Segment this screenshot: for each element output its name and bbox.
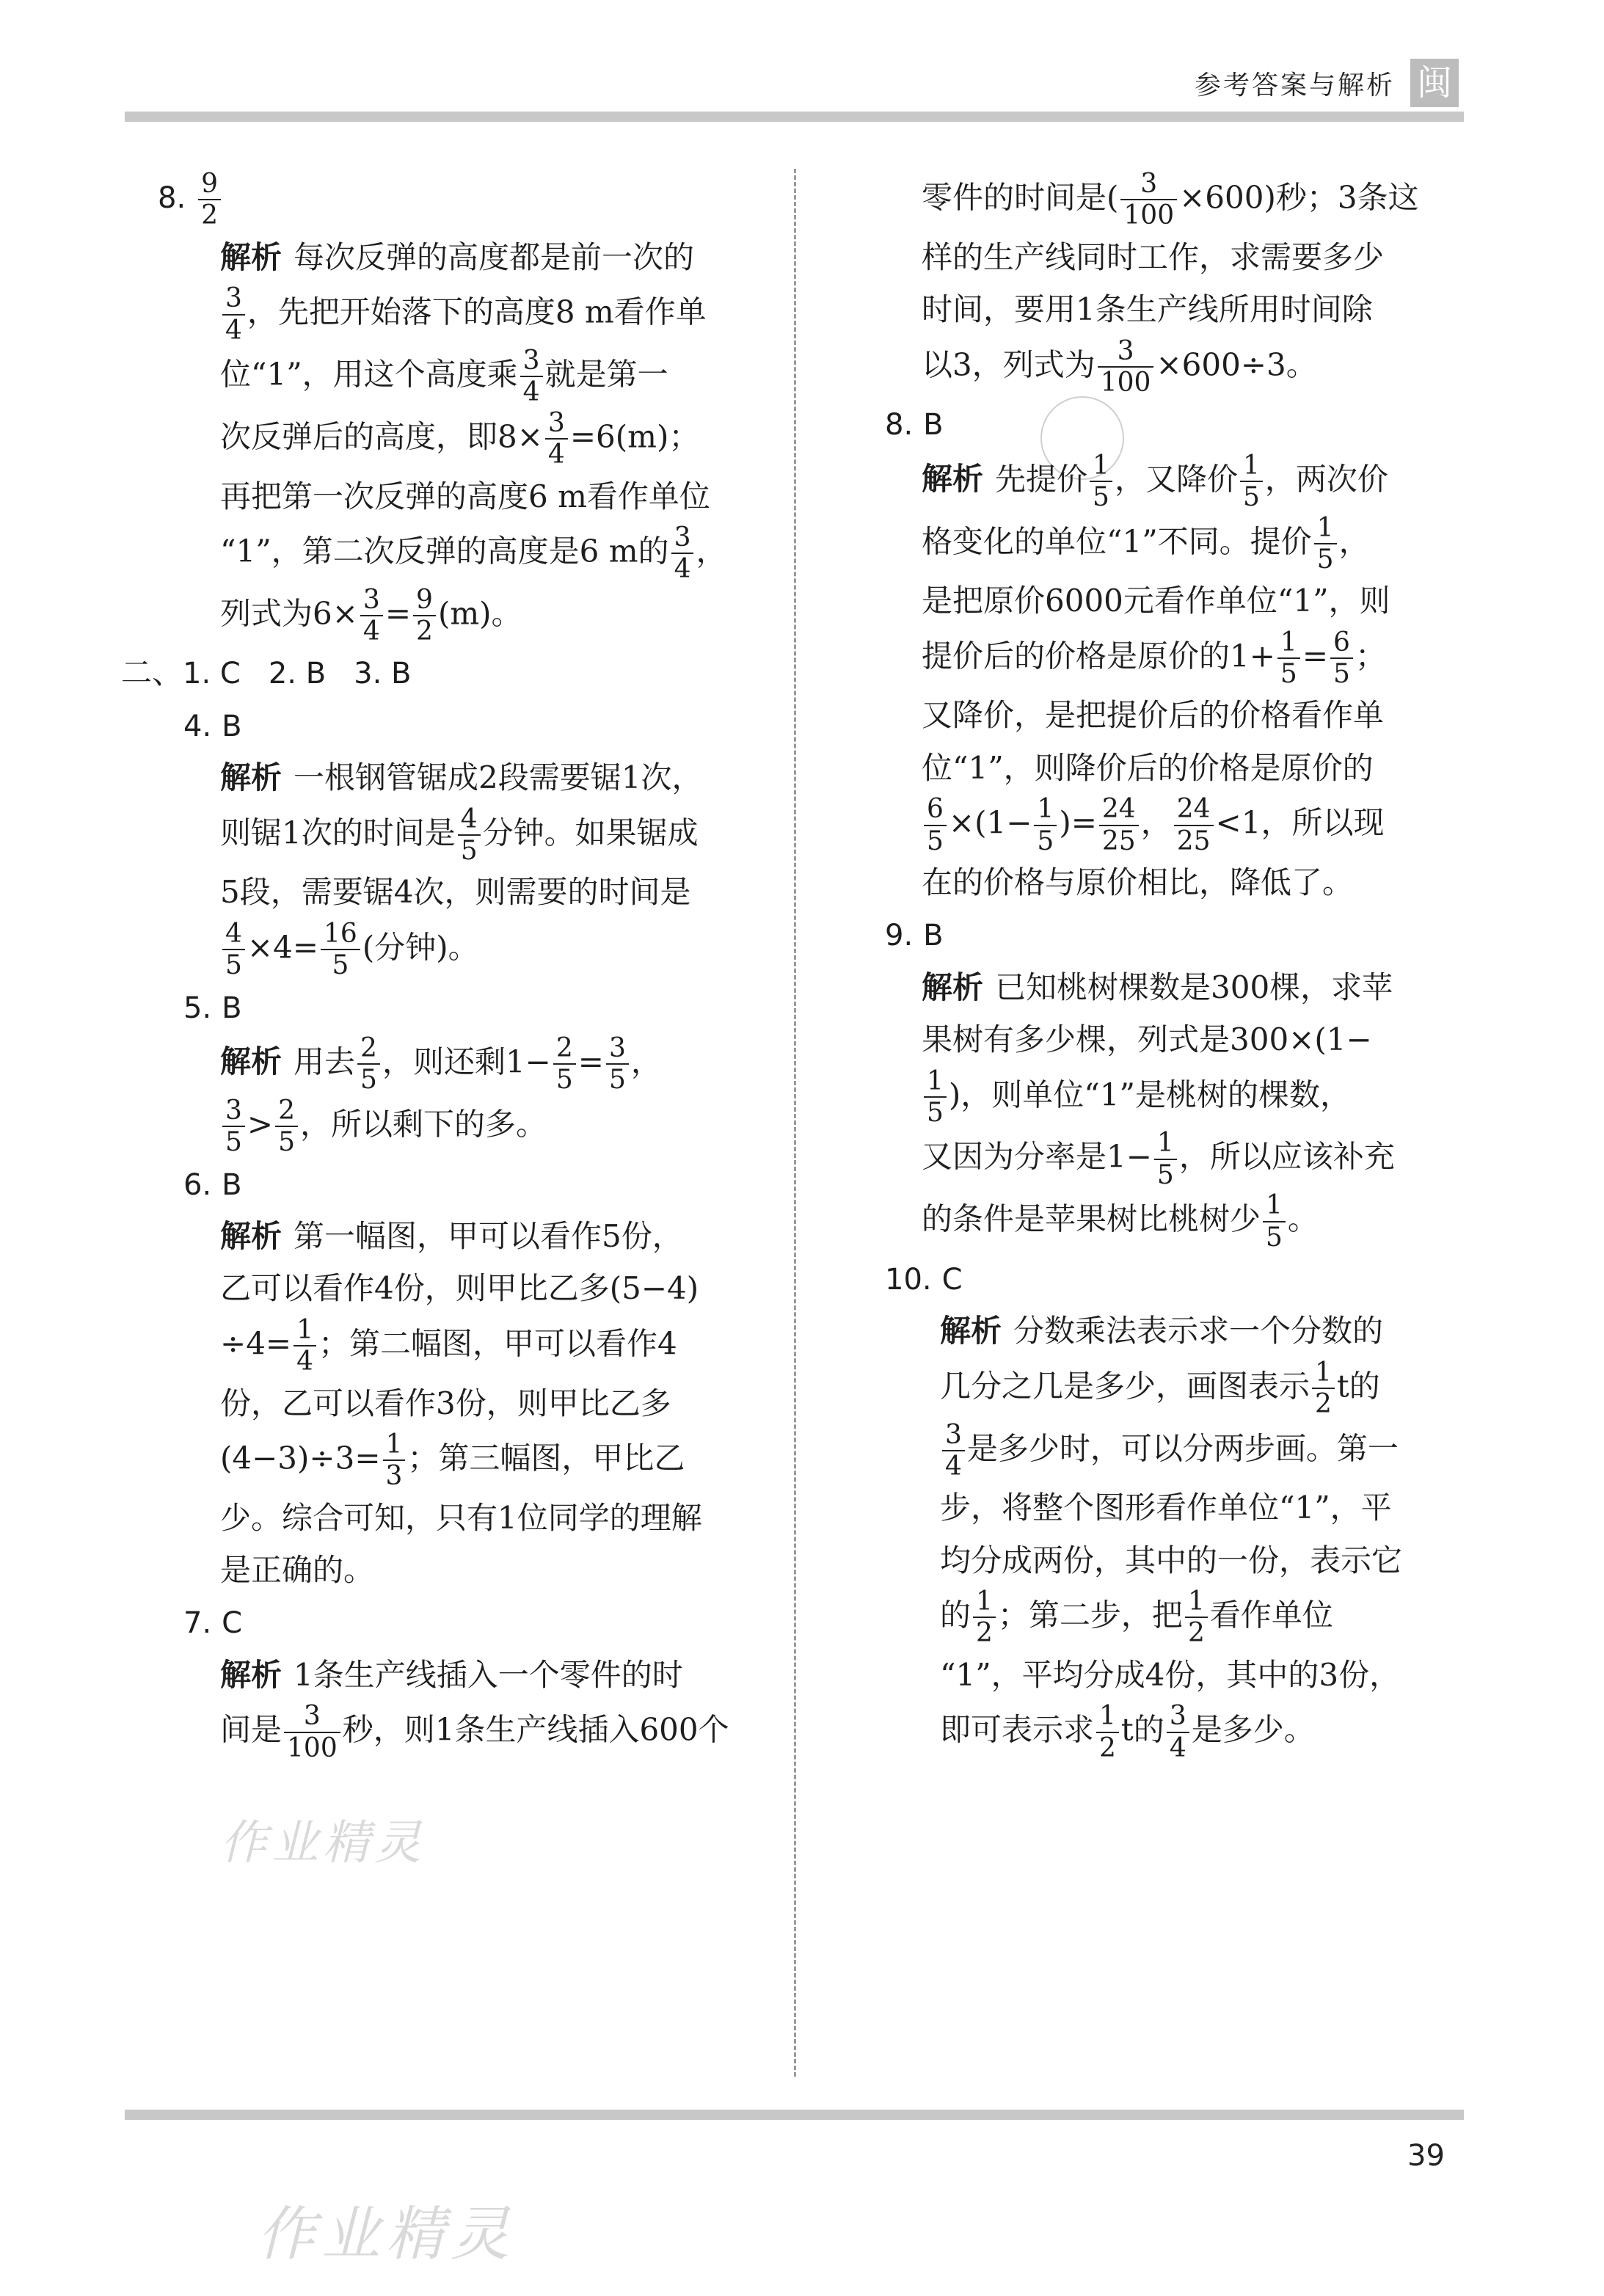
- header-title: 参考答案与解析: [1195, 70, 1396, 101]
- left-column: [121, 169, 759, 1763]
- answer-r10: 10. C: [885, 1262, 963, 1297]
- answer-8: 8. $\frac{9}{2}$: [158, 169, 759, 231]
- explanation-r9: 解析 已知桃树棵数是300棵，求苹 果树有多少棵，列式是300×(1− $\frac{1}{5}$ )，则单位“1”是桃树的棵数， 又因为分率是1− $\frac{1}{5}$ ，所以应该补充 的条件是苹果树比桃树少 $\frac{1}{5}$ 。: [922, 969, 1395, 1253]
- section-2-answers: 二、1. C 2. B 3. B: [121, 655, 412, 691]
- answer-r8: 8. B: [885, 408, 944, 442]
- watermark-mid: 作业精灵: [220, 1816, 426, 1870]
- explanation-r8: 解析 先提价 $\frac{1}{5}$ ，又降价 $\frac{1}{5}$ ，两次价 格变化的单位“1”不同。提价 $\frac{1}{5}$ ， 是把原价6000元看作单位“1”，则 提价后的价格是原价的1+ $\frac{1}{5}$ = $\frac{6}{5}$ ； 又降价，是把提价后的价格看作单 位“1”，则降价后的价格是原价的 $\frac{6}{5}$ ×(1− $\frac{1}{5}$ )= $\frac{24}{25}$ ， $\frac{24}{25}$ <1，所以现 在的价格与原价相比，降低了。: [922, 450, 1390, 901]
- explanation-4: 解析 一根钢管锯成2段需要锯1次， 则锯1次的时间是 $\frac{4}{5}$ 分钟。如果锯成 5段，需要锯4次，则需要的时间是 $\frac{4}{5}$ ×4= $\frac{16}{5}$ (分钟)。: [220, 759, 703, 981]
- watermark-bottom: 作业精灵: [257, 2200, 515, 2268]
- footer-rule: [125, 2110, 1464, 2120]
- answer-r9: 9. B: [885, 919, 944, 953]
- answer-5: 5. B: [183, 991, 242, 1025]
- region-badge: 闽: [1410, 59, 1459, 107]
- header-rule: [125, 112, 1464, 122]
- answer-4: 4. B: [183, 709, 242, 743]
- fraction: $\frac{9}{2}$: [198, 169, 221, 231]
- answer-6: 6. B: [183, 1167, 242, 1202]
- answer-7: 7. C: [183, 1606, 243, 1641]
- explanation-6: 解析 第一幅图，甲可以看作5份， 乙可以看作4份，则甲比乙多(5−4) ÷4= $\frac{1}{4}$ ；第二幅图，甲可以看作4 份，乙可以看作3份，则甲比乙多 (4−3)÷3= $\frac{1}{3}$ ；第三幅图，甲比乙 少。综合可知，只有1位同学的理解 是正确的。: [220, 1217, 702, 1589]
- explanation-r10: 解析 分数乘法表示求一个分数的 几分之几是多少，画图表示 $\frac{1}{2}$ t的 $\frac{3}{4}$ 是多少时，可以分两步画。第一 步，将整个图形看作单位“1”，平 均分成两份，其中的一份，表示它 的 $\frac{1}{2}$ ；第二步，把 $\frac{1}{2}$ 看作单位 “1”，平均分成4份，其中的3份， 即可表示求 $\frac{1}{2}$ t的 $\frac{3}{4}$ 是多少。: [940, 1313, 1403, 1763]
- explanation-5: 解析 用去 $\frac{2}{5}$ ，则还剩1− $\frac{2}{5}$ = $\frac{3}{5}$ ， $\frac{3}{5}$ > $\frac{2}{5}$ ，所以剩下的多。: [220, 1032, 662, 1158]
- explanation-8: 解析 每次反弹的高度都是前一次的 $\frac{3}{4}$ ，先把开始落下的高度8 m看作单 位“1”，用这个高度乘 $\frac{3}{4}$ 就是第一 次反弹后的高度，即8× $\frac{3}{4}$ =6(m)； 再把第一次反弹的高度6 m看作单位 “1”，第二次反弹的高度是6 m的 $\frac{3}{4}$ ， 列式为6× $\frac{3}{4}$ = $\frac{9}{2}$ (m)。: [220, 238, 727, 647]
- page-number: 39: [1407, 2139, 1445, 2173]
- explanation-7-continued: 零件的时间是( $\frac{3}{100}$ ×600)秒；3条这 样的生产线同时工作，求需要多少 时间，要用1条生产线所用时间除 以3，列式为 $\frac{3}{100}$ ×600÷3。: [922, 169, 1419, 398]
- column-divider: [794, 169, 796, 2077]
- right-column: [885, 169, 1472, 1763]
- explanation-7: 解析 1条生产线插入一个零件的时 间是 $\frac{3}{100}$ 秒，则1条生产线插入600个: [220, 1656, 729, 1763]
